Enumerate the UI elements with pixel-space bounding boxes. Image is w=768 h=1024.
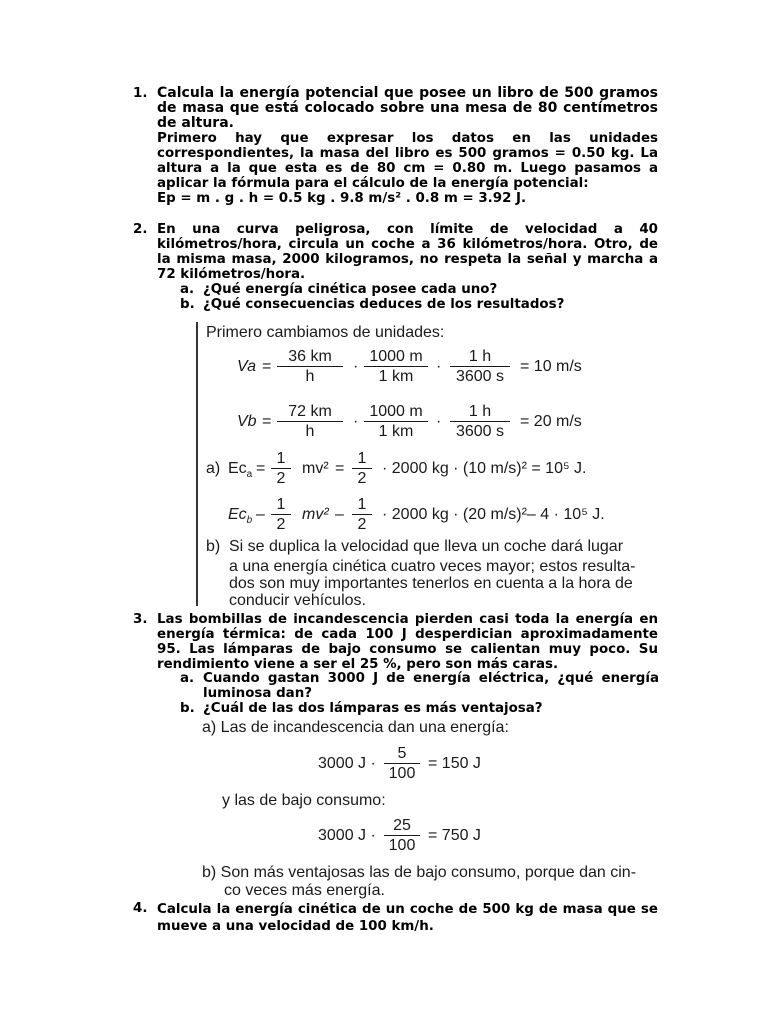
ec-symbol: Ec: [228, 460, 247, 477]
numerator: 1000 m: [369, 348, 423, 365]
equation-left: 3000 J ·: [318, 827, 376, 844]
dot-operator: ·: [353, 413, 359, 430]
sub-text: ¿Qué consecuencias deduces de los resultados?: [203, 297, 565, 312]
equation-result: = 750 J: [428, 827, 481, 844]
question-title-text: Las bombillas de incandescencia pierden casi toda la energía en energía térmica: de cada 100 J desperdician aproximadamente 95. Las lámparas de bajo consumo se calientan muy poco. Su rendimiento viene a ser el 25 %, pero son más caras.: [157, 612, 658, 672]
denominator: 3600 s: [450, 366, 510, 386]
fraction-25-100: [384, 817, 420, 855]
denominator: 2: [271, 468, 291, 488]
denominator: 100: [384, 763, 420, 783]
part-a-label: a): [206, 460, 221, 477]
fraction-5-100: [384, 745, 420, 783]
question-title: [157, 901, 658, 935]
part-b-line: dos son muy importantes tenerlos en cuenta a la hora de: [229, 575, 633, 592]
part-b-label: b): [206, 538, 221, 555]
question-number: 3.: [133, 612, 148, 627]
ec-subscript: a: [246, 469, 253, 481]
answer-text: Primero hay que expresar los datos en las unidades correspondientes, la masa del libro es 500 gramos = 0.50 kg. La altura a la que esta es de 80 cm = 0.80 m. Luego pasamos a aplicar la fórmula para el cálculo de la energía potencial:: [157, 131, 658, 191]
denominator: 1 km: [364, 366, 428, 386]
solution-intro: Primero cambiamos de unidades:: [206, 324, 445, 341]
mv-squared: mv²: [302, 460, 329, 477]
part-b-line: b) Son más ventajosas las de bajo consumo, porque dan cin-: [202, 864, 637, 881]
denominator: h: [277, 421, 343, 441]
numerator: 36 km: [288, 348, 332, 365]
vb-result: = 20 m/s: [520, 413, 582, 430]
denominator: h: [277, 366, 343, 386]
minus-sign: –: [256, 506, 265, 523]
numerator: 1: [357, 450, 367, 467]
numerator: 5: [397, 745, 407, 762]
part-b-line: conducir vehículos.: [229, 592, 366, 609]
part-a-line: a) Las de incandescencia dan una energía:: [202, 719, 509, 736]
sub-text: Cuando gastan 3000 J de energía eléctrica, ¿qué energía luminosa dan?: [203, 671, 659, 701]
dot-operator: ·: [436, 358, 442, 375]
equals-sign: =: [335, 460, 345, 477]
denominator: 1 km: [364, 421, 428, 441]
equals-sign: =: [256, 460, 266, 477]
answer-formula: Ep = m . g . h = 0.5 kg . 9.8 m/s² . 0.8 m = 3.92 J.: [157, 191, 527, 206]
question-number: 2.: [133, 222, 148, 237]
ec-symbol: Ec: [228, 506, 247, 523]
numerator: 25: [393, 817, 411, 834]
sub-letter: b.: [180, 701, 195, 716]
denominator: 3600 s: [450, 421, 510, 441]
sub-letter: a.: [180, 671, 195, 686]
numerator: 72 km: [288, 403, 332, 420]
denominator: 2: [352, 514, 372, 534]
dot-operator: ·: [436, 413, 442, 430]
sub-letter: b.: [180, 297, 195, 312]
equals-sign: =: [262, 358, 272, 375]
equals-sign: =: [262, 413, 272, 430]
question-title-text: En una curva peligrosa, con límite de velocidad a 40 kilómetros/hora, circula un coche a 36 kilómetros/hora. Otro, de la misma masa, 2000 kilogramos, no respeta la señal y marcha a 72 kilómetros/hora.: [157, 222, 658, 282]
equation-left: 3000 J ·: [318, 755, 376, 772]
va-label: Va: [237, 358, 256, 375]
mid-line: y las de bajo consumo:: [222, 792, 386, 809]
denominator: 2: [271, 514, 291, 534]
equation-result: = 150 J: [428, 755, 481, 772]
numerator: 1: [357, 496, 367, 513]
ecb-tail: · 2000 kg · (20 m/s)²– 4 · 10⁵ J.: [382, 506, 605, 523]
numerator: 1 h: [468, 403, 492, 420]
question-title-text: Calcula la energía cinética de un coche de 500 kg de masa que se mueve a una velocidad de 100 km/h.: [157, 902, 658, 934]
va-result: = 10 m/s: [520, 358, 582, 375]
numerator: 1: [276, 496, 286, 513]
denominator: 2: [352, 468, 372, 488]
part-b-line: Si se duplica la velocidad que lleva un coche dará lugar: [229, 538, 624, 555]
mv-squared: mv²: [302, 506, 329, 523]
question-number: 1.: [133, 86, 148, 101]
vb-label: Vb: [237, 413, 257, 430]
sub-letter: a.: [180, 282, 195, 297]
part-b-line: co veces más energía.: [224, 882, 385, 899]
question-title: Calcula la energía potencial que posee un libro de 500 gramos de masa que está colocado sobre una mesa de 80 centímetros de altura.: [157, 85, 658, 131]
numerator: 1 h: [468, 348, 492, 365]
eca-tail: · 2000 kg · (10 m/s)² = 10⁵ J.: [382, 460, 587, 477]
question-number: 4.: [133, 901, 148, 916]
numerator: 1000 m: [369, 403, 423, 420]
sub-text: ¿Qué energía cinética posee cada uno?: [203, 282, 498, 297]
part-b-line: a una energía cinética cuatro veces mayor; estos resulta-: [229, 558, 636, 575]
denominator: 100: [384, 835, 420, 855]
dot-operator: ·: [353, 358, 359, 375]
ec-subscript: b: [246, 515, 253, 527]
sub-text: ¿Cuál de las dos lámparas es más ventajosa?: [203, 701, 543, 716]
numerator: 1: [276, 450, 286, 467]
minus-sign: –: [335, 506, 344, 523]
